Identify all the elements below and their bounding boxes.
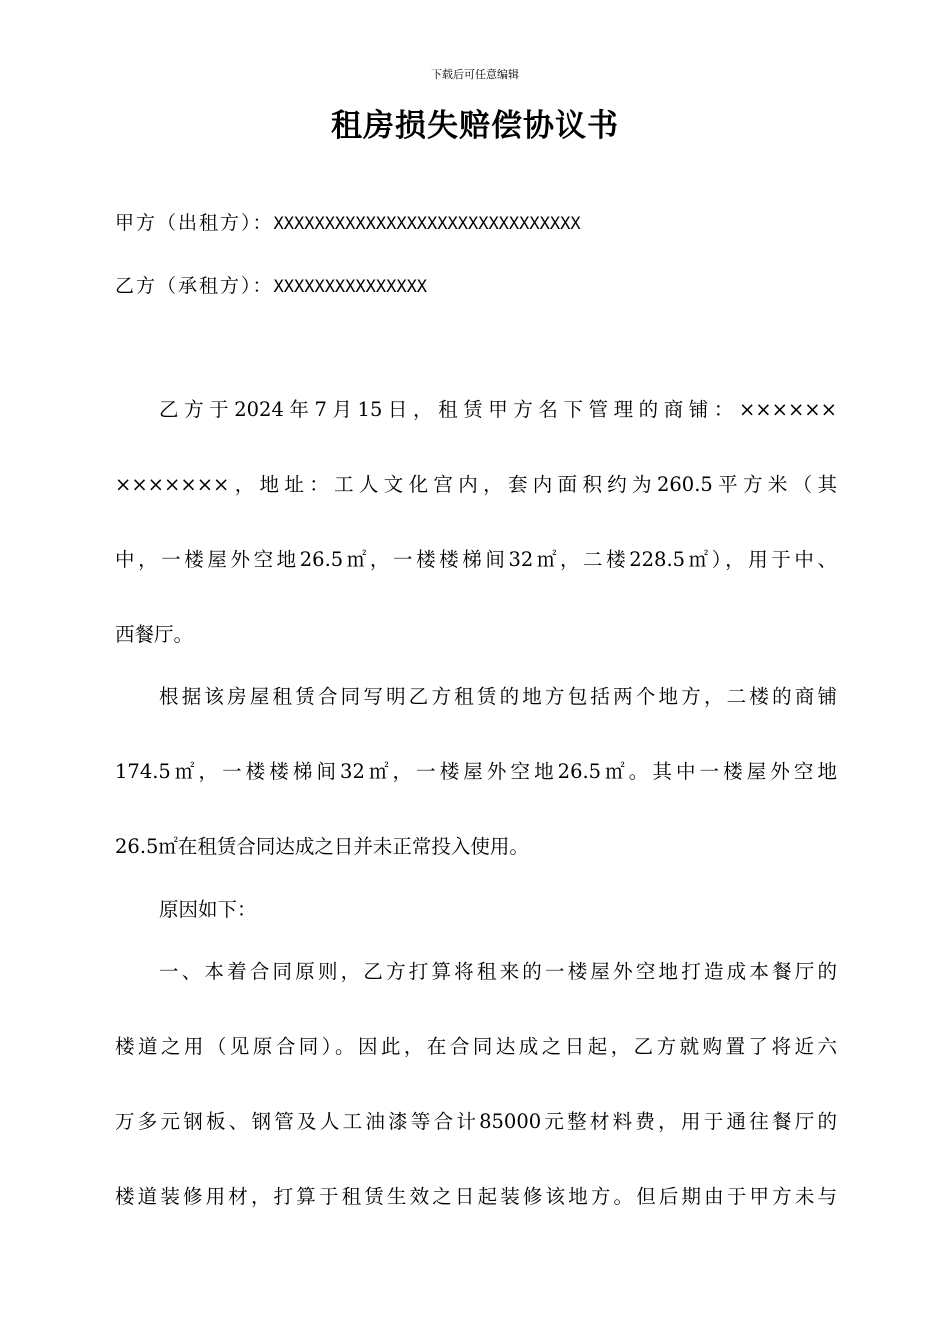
body-line: 根据该房屋租赁合同写明乙方租赁的地方包括两个地方，二楼的商铺 [159, 685, 837, 708]
body-line: 一、本着合同原则，乙方打算将租来的一楼屋外空地打造成本餐厅的 [159, 960, 837, 983]
body-line: 万多元钢板、钢管及人工油漆等合计85000元整材料费，用于通往餐厅的 [115, 1110, 837, 1133]
document-title: 租房损失赔偿协议书 [331, 108, 619, 144]
party-b-value: XXXXXXXXXXXXXXX [273, 277, 428, 297]
header-note: 下载后可任意编辑 [431, 68, 519, 81]
body-line: 楼道之用（见原合同）。因此，在合同达成之日起，乙方就购置了将近六 [115, 1035, 837, 1058]
body-line: ×××××××，地址：工人文化宫内，套内面积约为260.5平方米（其 [115, 473, 837, 496]
body-line: 26.5㎡在租赁合同达成之日并未正常投入使用。 [115, 835, 529, 858]
party-a-value: XXXXXXXXXXXXXXXXXXXXXXXXXXXXXX [273, 214, 581, 234]
body-line: 楼道装修用材，打算于租赁生效之日起装修该地方。但后期由于甲方未与 [115, 1185, 837, 1208]
body-line: 乙方于2024年7月15日，租赁甲方名下管理的商铺：×××××× [159, 398, 837, 421]
party-b-line [115, 271, 427, 302]
body-line: 174.5㎡，一楼楼梯间32㎡，一楼屋外空地26.5㎡。其中一楼屋外空地 [115, 760, 837, 783]
body-line: 原因如下： [159, 898, 257, 921]
party-b-label: 乙方（承租方）： [115, 275, 274, 297]
body-line: 西餐厅。 [115, 623, 194, 646]
party-a-line [115, 208, 581, 239]
party-a-label: 甲方（出租方）： [115, 212, 274, 234]
body-line: 中，一楼屋外空地26.5㎡，一楼楼梯间32㎡，二楼228.5㎡），用于中、 [115, 548, 837, 571]
